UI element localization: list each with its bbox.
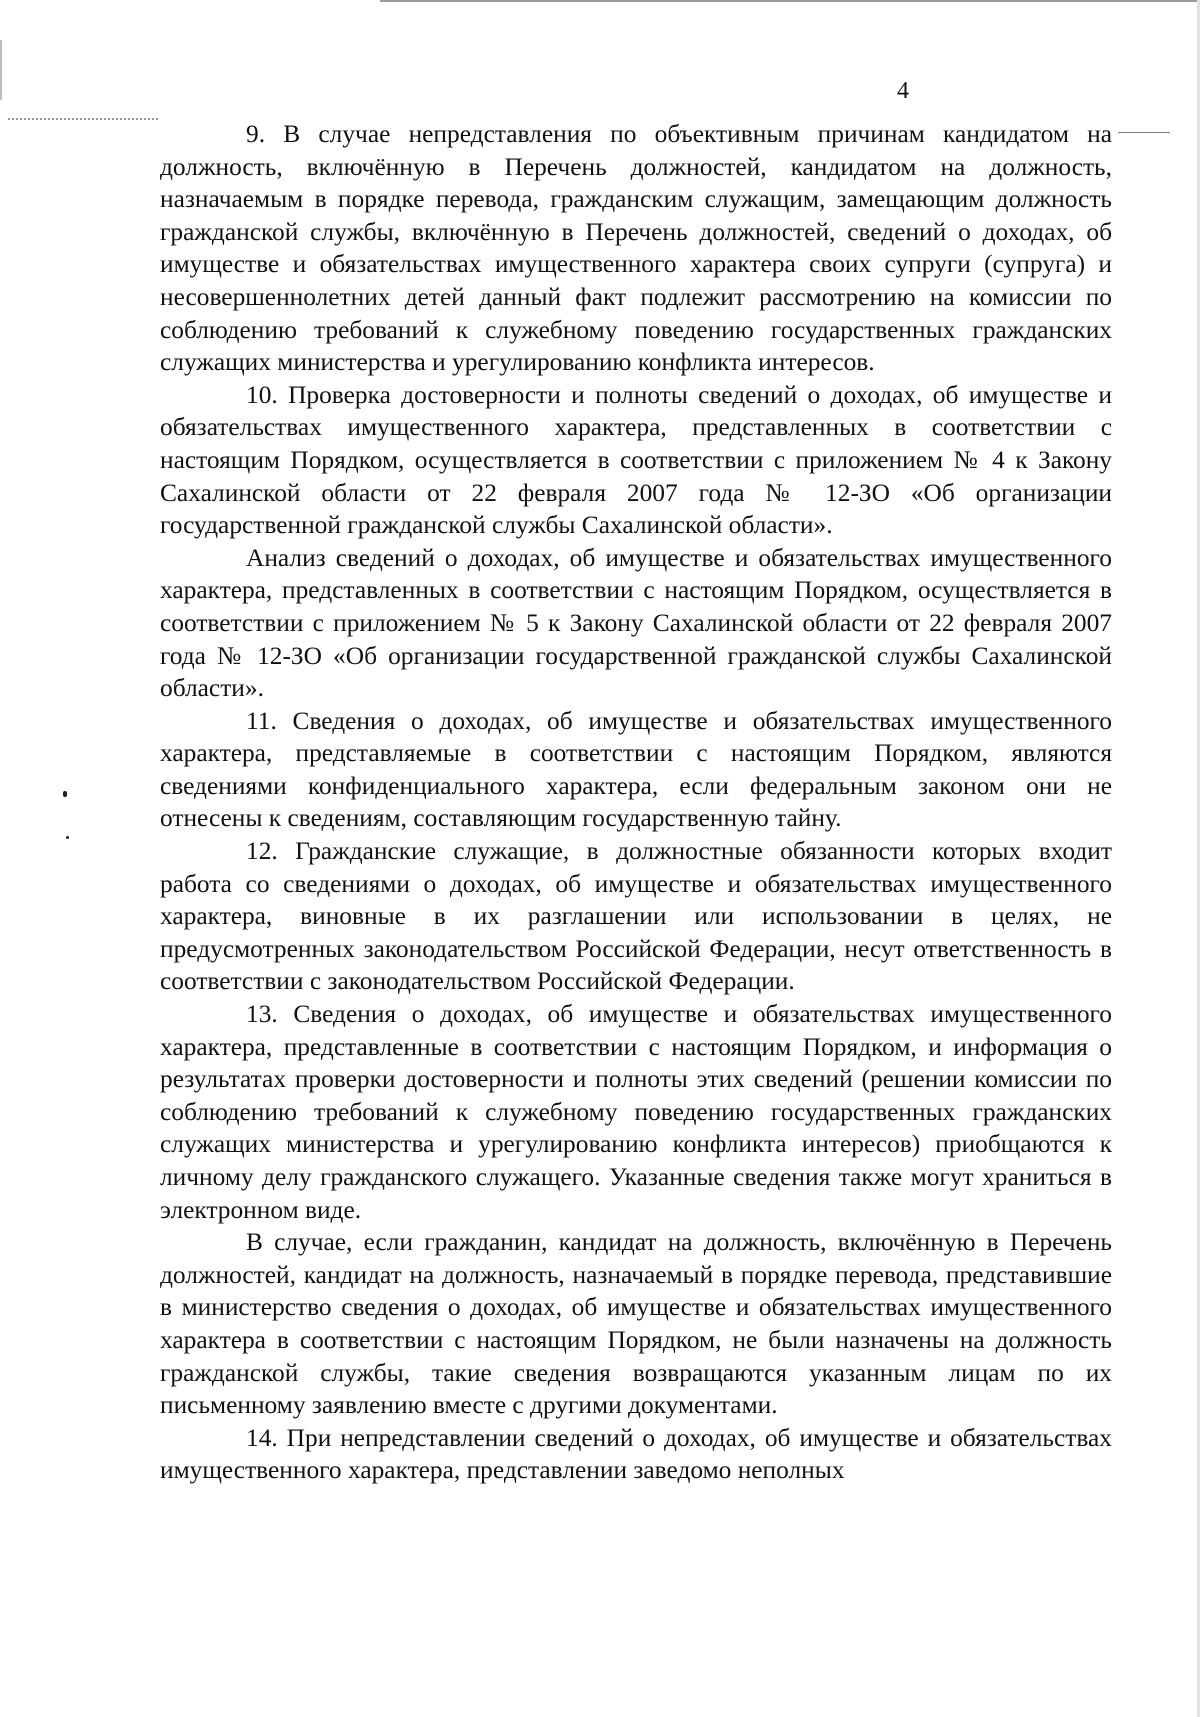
paragraph-14: 14. При непредставлении сведений о доходах, об имуществе и обязательствах имущественного характера, представлении заведомо неполных	[160, 1423, 1112, 1485]
paragraph-9: 9. В случае непредставления по объективным причинам кандидатом на должность, включённую в Перечень должностей, кандидатом на должность, назначаемым в порядке перевода, гражданским служащим, замещающим должность гражданской службы, включённую в Перечень должностей, сведений о доходах, об имуществе и обязательствах имущественного характера своих супруги (супруга) и несовершеннолетних детей данный факт подлежит рассмотрению на комиссии по соблюдению требований к служебному поведению государственных гражданских служащих министерства и урегулированию конфликта интересов.	[160, 120, 1112, 377]
scan-artifact-mark	[66, 836, 69, 839]
paragraph-10-analysis: Анализ сведений о доходах, об имуществе и обязательствах имущественного характера, представленных в соответствии с настоящим Порядком, осуществляется в соответствии с приложением № 5 к Закону Сахалинской области от 22 февраля 2007 года № 12-ЗО «Об организации государственной гражданской службы Сахалинской области».	[160, 543, 1112, 703]
paragraph-13-return: В случае, если гражданин, кандидат на должность, включённую в Перечень должностей, кандидат на должность, назначаемый в порядке перевода, представившие в министерство сведения о доходах, об имуществе и обязательствах имущественного характера в соответствии с настоящим Порядком, не были назначены на должность гражданской службы, такие сведения возвращаются указанным лицам по их письменному заявлению вместе с другими документами.	[160, 1228, 1112, 1420]
paragraph-12: 12. Гражданские служащие, в должностные обязанности которых входит работа со сведениями о доходах, об имуществе и обязательствах имущественного характера, виновные в их разглашении или использовании в целях, не предусмотренных законодательством Российской Федерации, несут ответственность в соответствии с законодательством Российской Федерации.	[160, 837, 1112, 996]
paragraph-11: 11. Сведения о доходах, об имуществе и обязательствах имущественного характера, представляемые в соответствии с настоящим Порядком, являются сведениями конфиденциального характера, если федеральным законом они не отнесены к сведениям, составляющим государственную тайну.	[160, 706, 1112, 833]
scan-artifact-left-edge	[0, 40, 2, 100]
scan-artifact-dotted-line	[8, 118, 158, 120]
scan-artifact-top-line	[380, 0, 1200, 2]
paragraph-10: 10. Проверка достоверности и полноты сведений о доходах, об имуществе и обязательствах имущественного характера, представленных в соответствии с настоящим Порядком, осуществляется в соответствии с приложением № 4 к Закону Сахалинской области от 22 февраля 2007 года № 12-ЗО «Об организации государственной гражданской службы Сахалинской области».	[160, 380, 1112, 540]
scan-artifact-right-stroke	[1118, 132, 1170, 133]
scan-artifact-mark	[63, 791, 67, 797]
page-number: 4	[897, 78, 909, 104]
document-body	[160, 118, 1112, 1487]
paragraph-13: 13. Сведения о доходах, об имуществе и обязательствах имущественного характера, представленные в соответствии с настоящим Порядком, и информация о результатах проверки достоверности и полноты этих сведений (решении комиссии по соблюдению требований к служебному поведению государственных гражданских служащих министерства и урегулированию конфликта интересов) приобщаются к личному делу гражданского служащего. Указанные сведения также могут храниться в электронном виде.	[160, 1000, 1112, 1224]
